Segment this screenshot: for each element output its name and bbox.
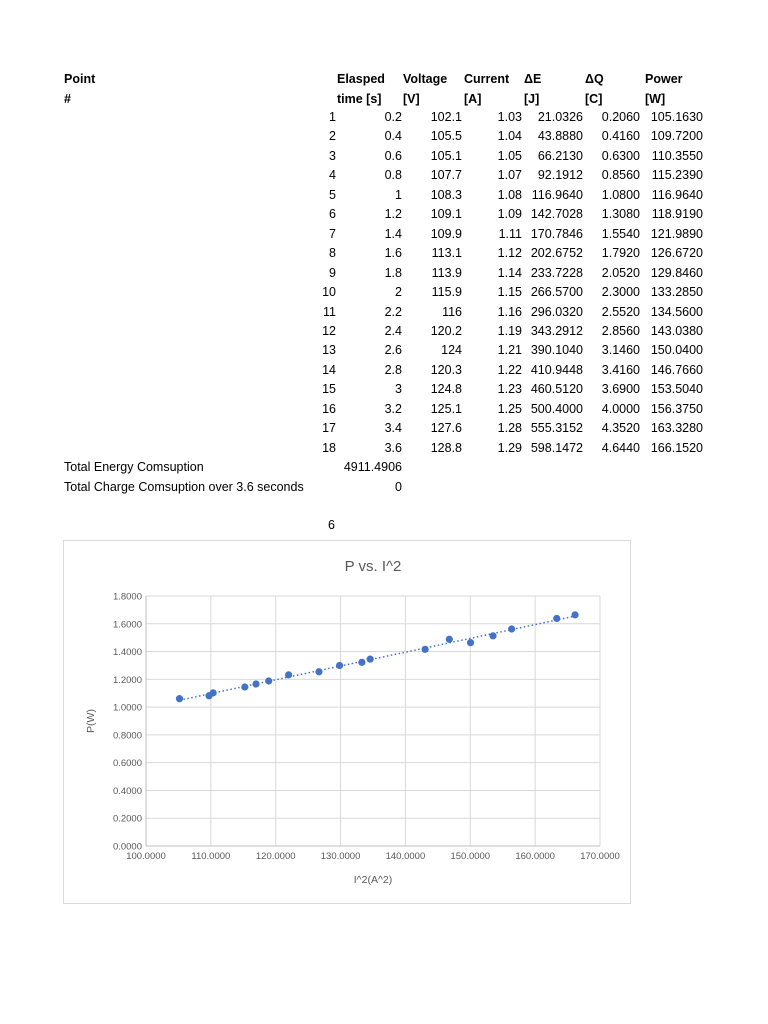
y-tick-label: 1.4000 [112,647,142,659]
cell-power: 150.0400 [650,343,703,358]
trendline [179,616,575,700]
x-tick-label: 160.0000 [515,851,555,862]
cell-point: 9 [329,265,336,280]
cell-delta-q: 4.3520 [601,421,640,436]
cell-delta-e: 266.5700 [530,285,583,299]
y-tick-label: 1.8000 [112,591,142,603]
cell-delta-q: 2.3000 [601,285,640,299]
cell-current: 1.21 [497,343,522,358]
cell-power: 156.3750 [650,401,703,416]
cell-voltage: 105.1 [430,148,462,163]
total-energy-label: Total Energy Comsuption [64,460,204,474]
cell-voltage: 116 [442,304,462,319]
cell-current: 1.29 [497,440,522,455]
cell-delta-q: 2.8560 [601,323,640,338]
cell-delta-q: 0.4160 [601,129,640,144]
cell-voltage: 109.1 [430,207,462,222]
cell-delta-e: 460.5120 [530,382,583,397]
cell-delta-e: 170.7846 [530,226,583,241]
cell-point: 12 [322,323,336,338]
cell-power: 129.8460 [650,265,703,280]
cell-voltage: 125.1 [430,401,462,416]
header-delta-q: ΔQ [585,72,604,86]
cell-delta-q: 0.8560 [601,168,640,183]
x-tick-label: 140.0000 [385,851,426,862]
cell-time: 0.8 [384,168,402,183]
cell-delta-q: 0.6300 [601,148,640,163]
data-point [446,636,453,643]
data-point [210,689,217,696]
cell-power: 105.1630 [650,110,703,124]
cell-delta-e: 43.8880 [537,129,583,144]
cell-delta-q: 3.1460 [601,343,640,358]
cell-delta-e: 92.1912 [537,168,583,183]
cell-voltage: 124.8 [430,382,462,397]
cell-power: 146.7660 [650,362,703,377]
cell-voltage: 102.1 [430,110,462,124]
cell-time: 2.8 [384,362,402,377]
data-point [336,662,343,669]
cell-voltage: 109.9 [430,226,462,241]
y-tick-label: 1.0000 [112,702,142,714]
cell-delta-e: 555.3152 [530,421,583,436]
cell-delta-q: 1.3080 [601,207,640,222]
cell-current: 1.04 [497,129,522,144]
cell-time: 1.2 [384,207,402,222]
cell-current: 1.12 [497,246,522,261]
data-point [241,683,248,690]
y-tick-label: 0.8000 [112,730,142,742]
cell-current: 1.05 [497,148,522,163]
cell-current: 1.15 [497,285,522,299]
scatter-chart [63,540,631,904]
cell-point: 3 [329,148,336,163]
cell-delta-q: 4.6440 [601,440,640,455]
cell-time: 1.8 [384,265,402,280]
total-charge-value: 0 [395,480,402,494]
cell-point: 5 [329,187,336,202]
cell-current: 1.16 [497,304,522,319]
header-time: Elasped [337,72,385,86]
cell-voltage: 107.7 [430,168,462,183]
cell-delta-e: 116.9640 [531,187,583,202]
total-charge-label: Total Charge Comsuption over 3.6 seconds [64,480,304,494]
cell-delta-q: 3.4160 [601,362,640,377]
cell-voltage: 113.9 [431,265,462,280]
cell-power: 133.2850 [650,285,703,299]
cell-time: 1 [395,187,402,202]
cell-current: 1.09 [497,207,522,222]
data-point [265,677,272,684]
y-tick-label: 0.4000 [112,785,142,797]
cell-delta-q: 2.0520 [601,265,640,280]
x-tick-label: 120.0000 [255,851,296,862]
header-point-unit: # [64,92,71,106]
cell-delta-e: 343.2912 [530,323,583,338]
cell-delta-e: 66.2130 [537,148,583,163]
stray-cell-value: 6 [328,518,335,532]
cell-voltage: 115.9 [431,285,462,299]
cell-power: 126.6720 [650,246,703,261]
cell-time: 2.4 [384,323,402,338]
data-point [252,680,259,687]
cell-voltage: 120.3 [430,362,462,377]
cell-delta-q: 1.5540 [601,226,640,241]
cell-power: 166.1520 [650,440,703,455]
data-point [422,646,429,653]
cell-voltage: 120.2 [430,323,462,338]
cell-point: 10 [322,285,336,299]
cell-time: 1.4 [384,226,402,241]
cell-point: 11 [323,304,336,319]
header-power: Power [645,72,683,86]
data-point [467,639,474,646]
cell-delta-e: 233.7228 [530,265,583,280]
y-tick-label: 0.2000 [112,813,142,825]
cell-power: 134.5600 [650,304,703,319]
cell-power: 163.3280 [650,421,703,436]
y-tick-label: 1.6000 [112,619,142,631]
header-power-unit: [W] [645,92,666,106]
cell-power: 121.9890 [650,226,703,241]
x-tick-label: 110.0000 [191,851,231,862]
header-delta-e-unit: [J] [524,92,540,106]
x-tick-label: 130.0000 [320,851,361,862]
cell-point: 7 [329,226,336,241]
cell-point: 18 [322,440,336,455]
cell-point: 14 [322,362,336,377]
y-tick-label: 0.0000 [112,841,142,853]
cell-current: 1.14 [497,265,522,280]
cell-power: 109.7200 [650,129,703,144]
cell-voltage: 128.8 [430,440,462,455]
data-point [489,632,496,639]
cell-current: 1.22 [497,362,522,377]
cell-current: 1.03 [497,110,522,124]
cell-voltage: 124 [441,343,462,358]
cell-delta-e: 598.1472 [530,440,583,455]
cell-time: 3 [395,382,402,397]
cell-current: 1.25 [497,401,522,416]
cell-time: 0.2 [384,110,402,124]
data-point [571,611,578,618]
cell-point: 8 [329,246,336,261]
cell-voltage: 113.1 [431,246,462,261]
chart-svg [64,541,630,903]
cell-delta-e: 21.0326 [537,110,583,124]
header-current: Current [464,72,510,86]
total-energy-value: 4911.4906 [343,460,402,474]
cell-delta-e: 296.0320 [530,304,583,319]
cell-point: 1 [329,110,336,124]
cell-power: 115.2390 [651,168,703,183]
cell-point: 17 [322,421,336,436]
cell-delta-q: 2.5520 [601,304,640,319]
cell-current: 1.11 [498,226,522,241]
cell-time: 0.6 [384,148,402,163]
x-tick-label: 150.0000 [450,851,491,862]
data-point [553,615,560,622]
cell-delta-q: 4.0000 [601,401,640,416]
cell-delta-e: 202.6752 [530,246,583,261]
x-axis-label: I^2(A^2) [353,874,393,886]
cell-delta-q: 3.6900 [601,382,640,397]
cell-time: 3.2 [384,401,402,416]
cell-time: 2 [395,285,402,299]
header-point: Point [64,72,96,86]
header-delta-e: ΔE [524,72,542,86]
cell-delta-e: 410.9448 [530,362,583,377]
cell-point: 4 [329,168,336,183]
header-voltage: Voltage [403,72,448,86]
cell-power: 118.9190 [651,207,703,222]
chart-title: P vs. I^2 [344,558,402,575]
header-time-unit: time [s] [337,92,382,106]
cell-voltage: 127.6 [430,421,462,436]
cell-current: 1.19 [497,323,522,338]
x-tick-label: 170.0000 [580,851,620,862]
header-delta-q-unit: [C] [585,92,603,106]
cell-point: 6 [329,207,336,222]
cell-power: 116.9640 [651,187,703,202]
cell-delta-e: 390.1040 [530,343,583,358]
cell-point: 2 [329,129,336,144]
cell-current: 1.07 [497,168,522,183]
data-point [176,695,183,702]
cell-power: 143.0380 [650,323,703,338]
cell-current: 1.08 [497,187,522,202]
cell-time: 3.6 [384,440,402,455]
x-tick-label: 100.0000 [126,851,166,862]
cell-point: 13 [322,343,336,358]
cell-current: 1.28 [497,421,522,436]
cell-point: 15 [322,382,336,397]
cell-delta-e: 142.7028 [530,207,583,222]
y-tick-label: 1.2000 [112,674,142,686]
cell-point: 16 [322,401,336,416]
data-point [285,671,292,678]
cell-delta-q: 0.2060 [601,110,640,124]
cell-time: 0.4 [384,129,402,144]
cell-delta-q: 1.0800 [601,187,640,202]
cell-voltage: 105.5 [430,129,462,144]
cell-delta-e: 500.4000 [530,401,583,416]
y-axis-label: P(W) [85,709,97,733]
cell-time: 3.4 [384,421,402,436]
data-point [508,625,515,632]
header-voltage-unit: [V] [403,92,420,106]
data-point [358,659,365,666]
cell-voltage: 108.3 [430,187,462,202]
cell-delta-q: 1.7920 [601,246,640,261]
data-point [315,668,322,675]
cell-power: 110.3550 [651,148,703,163]
data-point [367,656,374,663]
y-tick-label: 0.6000 [112,758,142,770]
cell-time: 1.6 [384,246,402,261]
cell-power: 153.5040 [650,382,703,397]
header-current-unit: [A] [464,92,482,106]
cell-time: 2.6 [384,343,402,358]
cell-current: 1.23 [497,382,522,397]
cell-time: 2.2 [384,304,402,319]
